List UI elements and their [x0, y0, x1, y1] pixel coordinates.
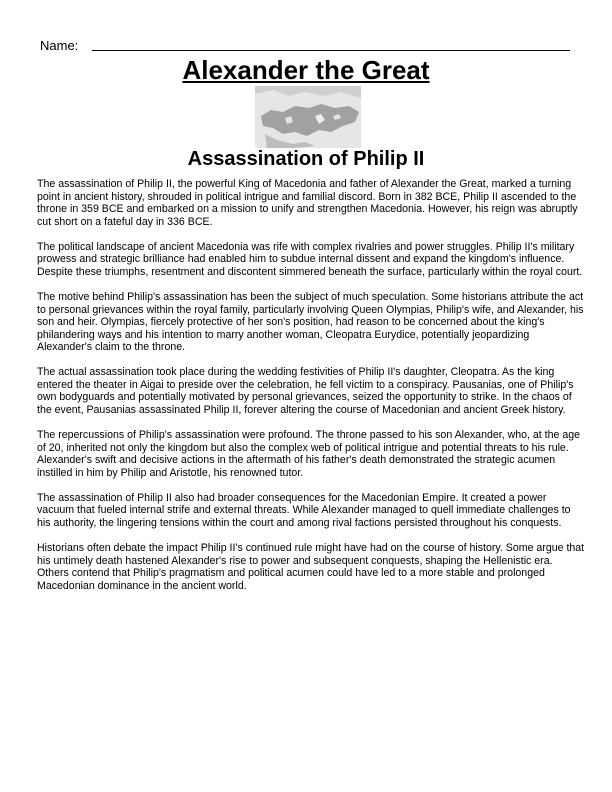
section-title: Assassination of Philip II	[187, 148, 425, 170]
article-body	[37, 178, 585, 605]
name-blank-line[interactable]	[92, 50, 570, 51]
paragraph: The actual assassination took place during the wedding festivities of Philip II's daughter, Cleopatra. As the king entered the theater in Aigai to preside over the celebration, he fell victim to a conspiracy. Pausanias, one of Philip's own bodyguards and potentially motivated by personal grievances, seized the opportunity to strike. In the chaos of the event, Pausanias assassinated Philip II, forever altering the course of Macedonian and ancient Greek history.	[37, 366, 574, 417]
paragraph: The assassination of Philip II, the powerful King of Macedonia and father of Alexander the Great, marked a turning point in ancient history, shrouded in political intrigue and familial discord. Born in 382 BCE, Philip II ascended to the throne in 359 BCE and embarked on a mission to unify and strengthen Macedonia. However, his reign was abruptly cut short on a fateful day in 336 BCE.	[37, 178, 578, 228]
paragraph: The motive behind Philip's assassination has been the subject of much speculation. Some historians attribute the act to personal grievances within the royal family, particularly involving Queen Olympias, Philip's wife, and Alexander, his son and heir. Olympias, fiercely protective of her son's position, had reason to be concerned about the king's philandering ways and his intention to marry another woman, Cleopatra Eurydice, potentially jeopardizing Alexander's claim to the throne.	[37, 290, 584, 354]
name-label: Name:	[40, 38, 79, 53]
map-of-alexander-empire-icon	[255, 86, 361, 148]
paragraph: The assassination of Philip II also had broader consequences for the Macedonian Empire. It created a power vacuum that fueled internal strife and external threats. While Alexander managed to quell immediate challenges to his authority, the lingering tensions within the court and among rival factions persisted throughout his conquests.	[37, 491, 571, 530]
paragraph: The political landscape of ancient Macedonia was rife with complex rivalries and power struggles. Philip II's military prowess and strategic brilliance had enabled him to subdue internal dissent and expand the kingdom's influence. Despite these triumphs, resentment and discontent simmered beneath the surface, particularly within the royal court.	[37, 240, 583, 278]
name-row	[40, 38, 570, 54]
page-title: Alexander the Great	[182, 55, 430, 85]
paragraph: The repercussions of Philip's assassination were profound. The throne passed to his son Alexander, who, at the age of 20, inherited not only the kingdom but also the complex web of political intrigue and potential threats to his rule. Alexander's swift and decisive actions in the aftermath of his father's death demonstrated the strategic acumen instilled in him by Philip and Aristotle, his renowned tutor.	[37, 429, 581, 479]
paragraph: Historians often debate the impact Philip II's continued rule might have had on the course of history. Some argue that his untimely death hastened Alexander's rise to power and subsequent conquests, shaping the Hellenistic era. Others contend that Philip's pragmatism and political acumen could have led to a more stable and prolonged Macedonian dominance in the ancient world.	[37, 542, 585, 592]
